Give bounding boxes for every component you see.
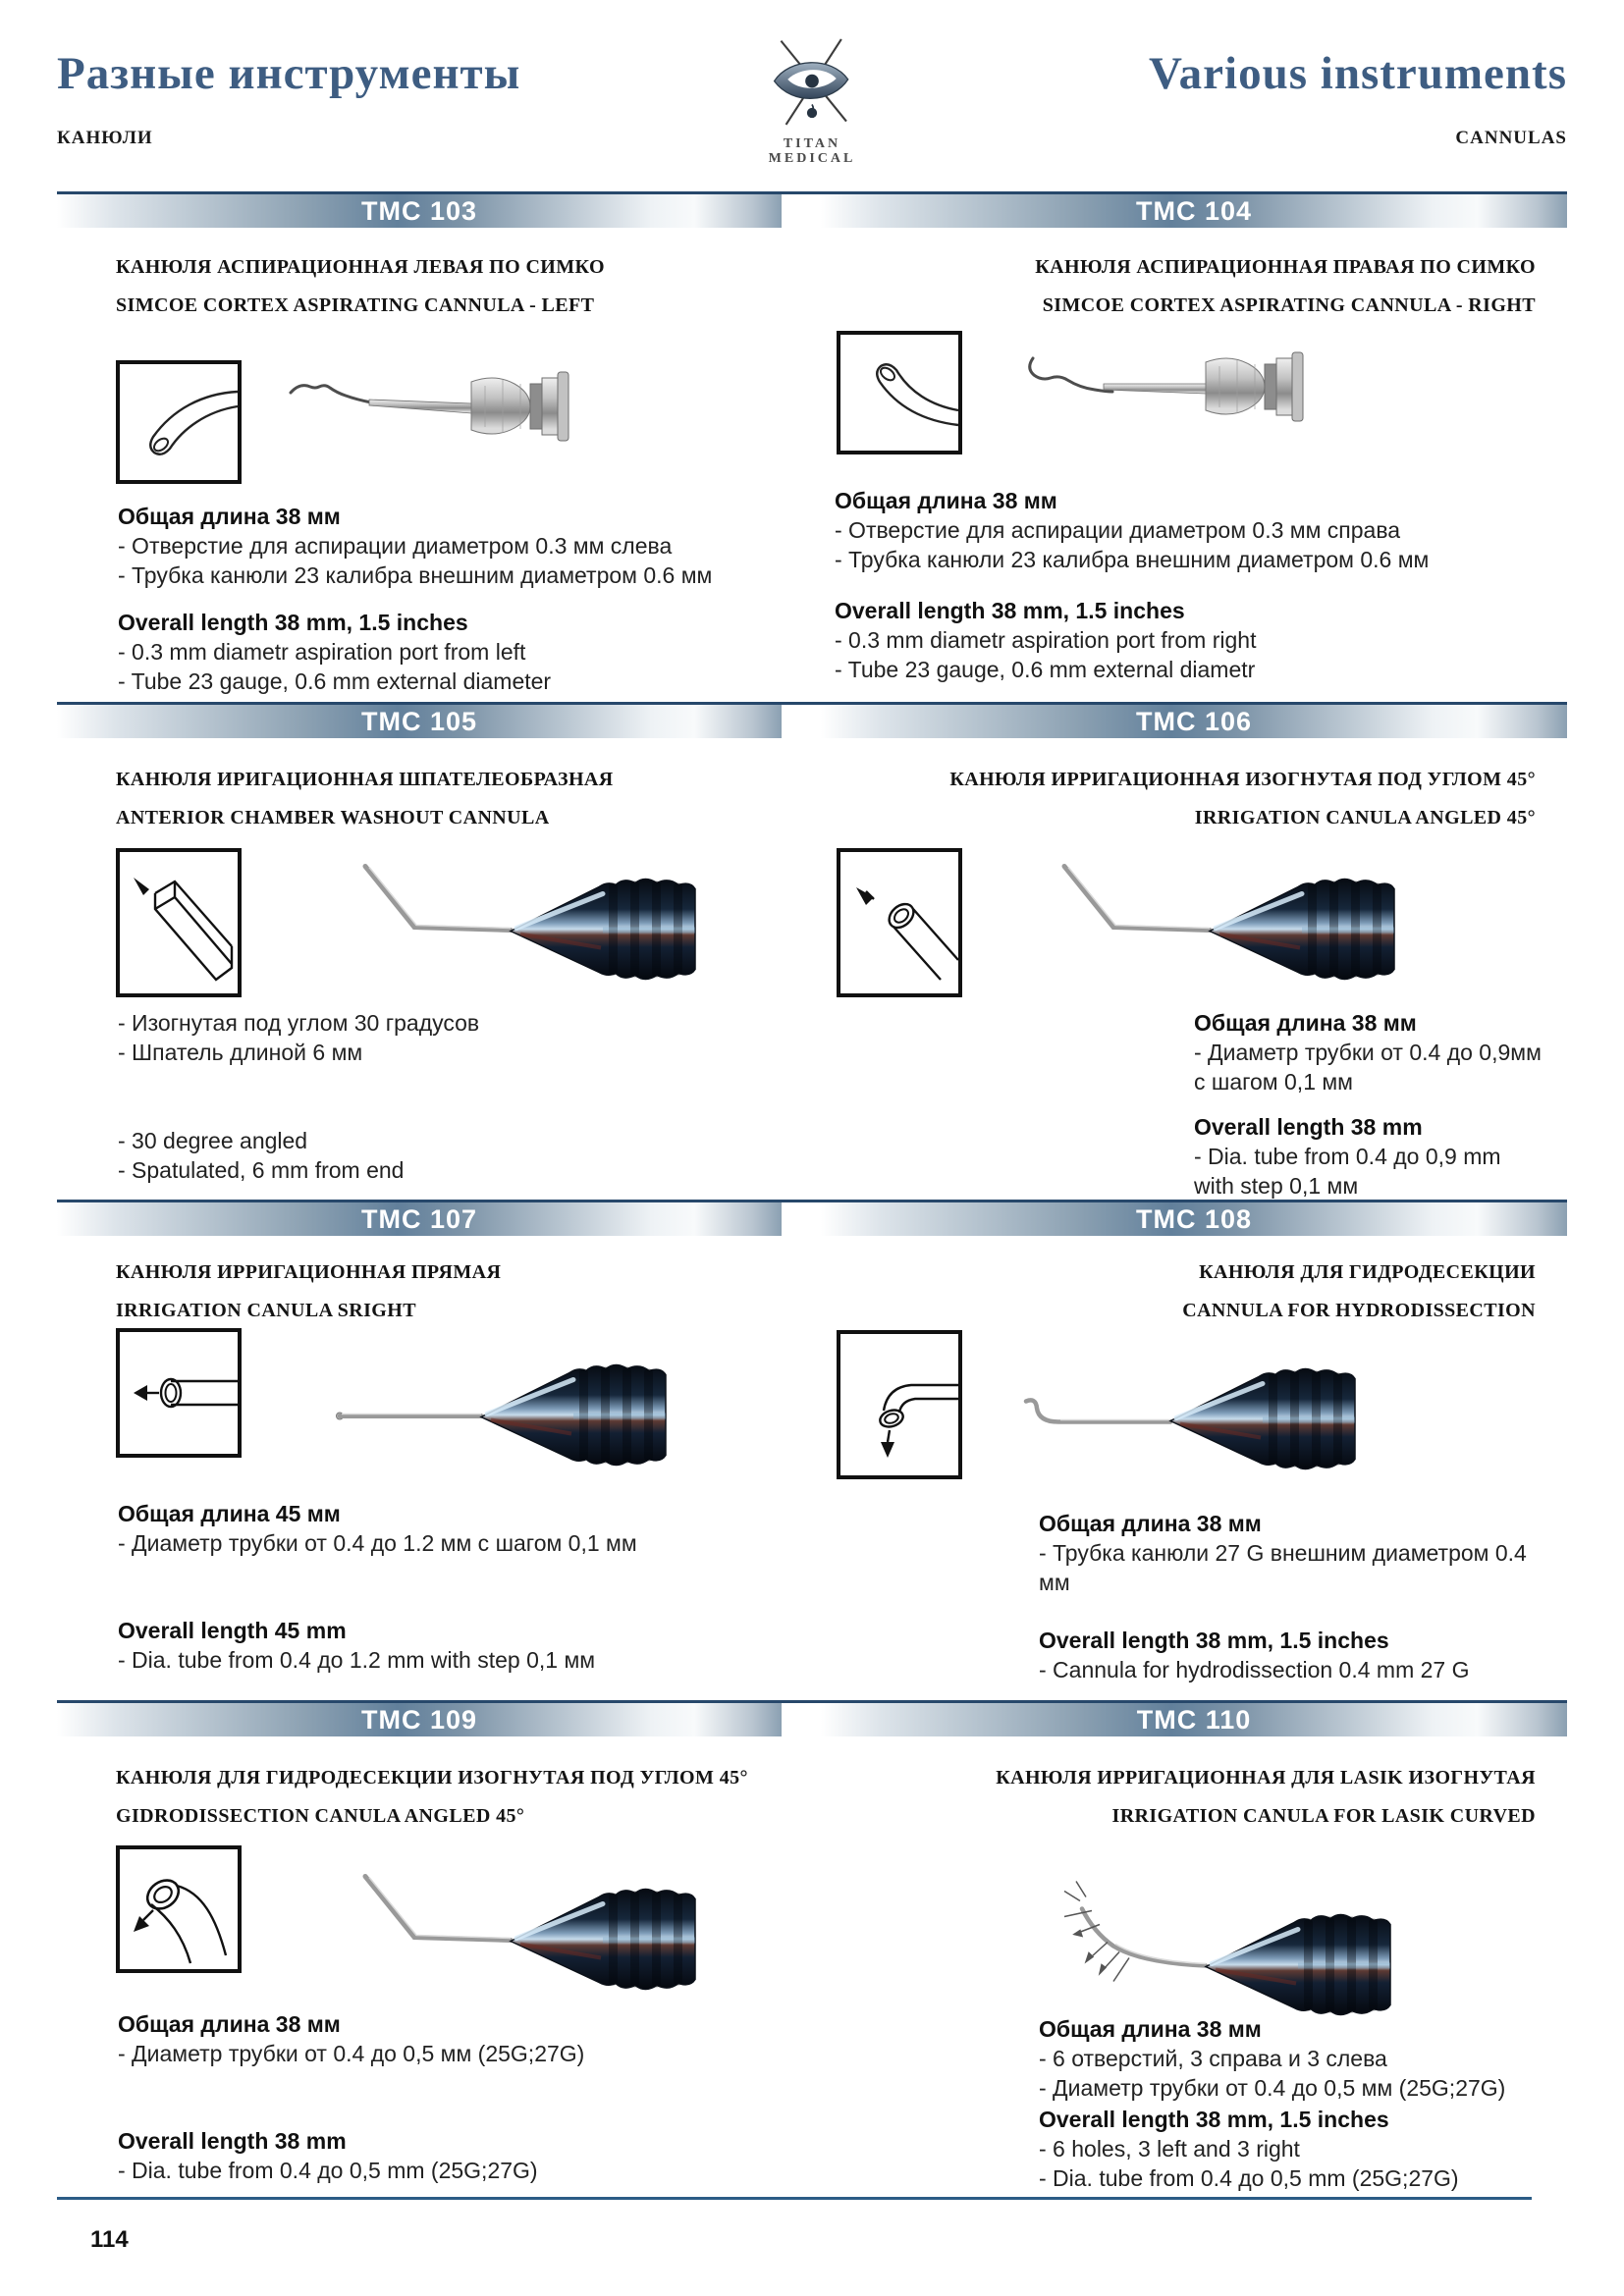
spec-heading-en: Overall length 38 mm	[118, 2128, 347, 2154]
product-code-bar	[57, 194, 782, 228]
product-code-bar	[57, 1202, 782, 1236]
instrument-photo-blue-angled-cannula	[1007, 829, 1400, 996]
spec-line-en: - Tube 23 gauge, 0.6 mm external diameter	[118, 668, 552, 694]
instrument-photo-blue-straight-cannula	[279, 1315, 672, 1482]
spec-line-en: - Dia. tube from 0.4 до 1.2 mm with step 0,1 мм	[118, 1647, 596, 1673]
product-section-tmc106	[821, 702, 1567, 1197]
product-section-tmc110	[821, 1700, 1567, 2194]
spec-heading-en: Overall length 38 mm, 1.5 inches	[835, 598, 1185, 623]
spec-heading-en: Overall length 38 mm, 1.5 inches	[118, 610, 468, 635]
product-section-tmc105	[57, 702, 782, 1197]
spec-heading-en: Overall length 38 mm, 1.5 inches	[1039, 2107, 1389, 2132]
product-title-ru: КАНЮЛЯ АСПИРАЦИОННАЯ ПРАВАЯ ПО СИМКО	[1035, 256, 1536, 278]
instrument-photo-blue-hook-cannula	[968, 1319, 1361, 1486]
spec-line-en: - Cannula for hydrodissection 0.4 mm 27 G	[1039, 1657, 1470, 1682]
product-code-bar	[821, 705, 1567, 738]
product-section-tmc108	[821, 1200, 1567, 1697]
product-section-tmc107	[57, 1200, 782, 1697]
product-title-ru: КАНЮЛЯ ДЛЯ ГИДРОДЕСЕКЦИИ	[1199, 1261, 1536, 1283]
spec-line-en: - Dia. tube from 0.4 до 0,5 mm (25G;27G)	[118, 2158, 538, 2183]
spec-heading-ru: Общая длина 38 мм	[118, 2011, 341, 2037]
product-code-bar	[57, 1703, 782, 1736]
spec-line-en: - Dia. tube from 0.4 до 0,9 mm	[1194, 1144, 1501, 1169]
product-title-en: IRRIGATION CANULA SRIGHT	[116, 1300, 416, 1321]
product-code: TMC 103	[360, 195, 478, 226]
straight-tube-opening-drawing-icon	[116, 1328, 242, 1463]
spec-line-en: - 6 holes, 3 left and 3 right	[1039, 2136, 1300, 2162]
spatula-tip-drawing-icon	[116, 848, 242, 1002]
product-code: TMC 110	[1136, 1704, 1252, 1735]
spec-line-en: with step 0,1 мм	[1194, 1173, 1359, 1199]
product-title-en: IRRIGATION CANULA FOR LASIK CURVED	[1111, 1805, 1536, 1827]
product-title-en: ANTERIOR CHAMBER WASHOUT CANNULA	[116, 807, 550, 828]
spec-line-ru: - Диаметр трубки от 0.4 до 0,9мм	[1194, 1040, 1542, 1065]
spec-heading-ru: Общая длина 38 мм	[1194, 1010, 1417, 1036]
instrument-photo-blue-angled-cannula	[308, 829, 701, 996]
product-code: TMC 109	[360, 1704, 478, 1735]
titan-medical-logo	[729, 37, 895, 166]
spec-line-en: - 0.3 mm diametr aspiration port from left	[118, 639, 526, 665]
product-title-en: SIMCOE CORTEX ASPIRATING CANNULA - RIGHT	[1042, 294, 1536, 316]
logo-text-line1: TITAN	[783, 136, 841, 151]
spec-line-ru: - Изогнутая под углом 30 градусов	[118, 1010, 480, 1036]
product-section-tmc103	[57, 191, 782, 699]
spec-line-ru: - Шпатель длиной 6 мм	[118, 1040, 363, 1065]
product-title-ru: КАНЮЛЯ ИРРИГАЦИОННАЯ ИЗОГНУТАЯ ПОД УГЛОМ 45°	[949, 769, 1536, 790]
spec-line-ru: - Трубка канюли 23 калибра внешним диаметром 0.6 мм	[118, 562, 713, 588]
spec-heading-en: Overall length 38 mm, 1.5 inches	[1039, 1628, 1389, 1653]
spec-line-ru: - Трубка канюли 23 калибра внешним диаметром 0.6 мм	[835, 547, 1430, 572]
page-title-ru: Разные инструменты	[57, 48, 521, 99]
product-code: TMC 108	[1135, 1203, 1253, 1234]
spec-heading-en: Overall length 38 mm	[1194, 1114, 1423, 1140]
spec-line-en: - 30 degree angled	[118, 1128, 308, 1153]
product-title-ru: КАНЮЛЯ ИРРИГАЦИОННАЯ ПРЯМАЯ	[116, 1261, 502, 1283]
page-subtitle-ru: КАНЮЛИ	[57, 128, 153, 148]
spec-line-en: - Tube 23 gauge, 0.6 mm external diametr	[835, 657, 1256, 682]
page-number: 114	[90, 2226, 129, 2253]
titan-medical-eye-logo-icon	[749, 37, 875, 132]
product-code-bar	[57, 705, 782, 738]
product-title-en: CANNULA FOR HYDRODISSECTION	[1182, 1300, 1536, 1321]
product-title-en: SIMCOE CORTEX ASPIRATING CANNULA - LEFT	[116, 294, 595, 316]
product-section-tmc109	[57, 1700, 782, 2194]
spec-line-ru: - Диаметр трубки от 0.4 до 0,5 мм (25G;27G)	[118, 2041, 585, 2066]
product-title-en: IRRIGATION CANULA ANGLED 45°	[1194, 807, 1536, 828]
product-code-bar	[821, 1703, 1567, 1736]
spec-line-ru: - Отверстие для аспирации диаметром 0.3 мм слева	[118, 533, 673, 559]
instrument-photo-blue-angled-cannula	[308, 1840, 701, 2006]
spec-line-ru: - Диаметр трубки от 0.4 до 1.2 мм с шагом 0,1 мм	[118, 1530, 637, 1556]
spec-heading-ru: Общая длина 38 мм	[1039, 2016, 1262, 2042]
spec-heading-ru: Общая длина 38 мм	[1039, 1511, 1262, 1536]
footer-rule	[57, 2197, 1532, 2200]
spec-line-en: - Dia. tube from 0.4 до 0,5 mm (25G;27G)	[1039, 2165, 1459, 2191]
product-title-en: GIDRODISSECTION CANULA ANGLED 45°	[116, 1805, 525, 1827]
product-code: TMC 104	[1135, 195, 1253, 226]
instrument-photo-simcoe-right	[1017, 327, 1351, 442]
product-section-tmc104	[821, 191, 1567, 699]
product-code: TMC 105	[360, 706, 478, 736]
spec-line-ru: - Трубка канюли 27 G внешним диаметром 0.4 мм	[1039, 1540, 1527, 1595]
product-code: TMC 106	[1135, 706, 1253, 736]
spec-line-en: - 0.3 mm diametr aspiration port from right	[835, 627, 1257, 653]
product-title-ru: КАНЮЛЯ АСПИРАЦИОННАЯ ЛЕВАЯ ПО СИМКО	[116, 256, 605, 278]
curved-tube-large-opening-drawing-icon	[116, 1845, 242, 1978]
spec-line-ru: - Отверстие для аспирации диаметром 0.3 мм справа	[835, 517, 1401, 543]
spec-heading-ru: Общая длина 38 мм	[835, 488, 1057, 513]
spec-line-ru: - Диаметр трубки от 0.4 до 0,5 мм (25G;27G)	[1039, 2075, 1506, 2101]
spec-line-en: - Spatulated, 6 mm from end	[118, 1157, 405, 1183]
curved-cannula-tip-right-drawing-icon	[837, 331, 962, 459]
spec-line-ru: - 6 отверстий, 3 справа и 3 слева	[1039, 2046, 1387, 2071]
instrument-photo-blue-lasik-curved-cannula	[1003, 1865, 1396, 2032]
instrument-photo-simcoe-left	[283, 347, 617, 461]
product-title-ru: КАНЮЛЯ ИРИГАЦИОННАЯ ШПАТЕЛЕОБРАЗНАЯ	[116, 769, 614, 790]
curved-cannula-tip-left-drawing-icon	[116, 360, 242, 489]
product-code: TMC 107	[360, 1203, 478, 1234]
page-subtitle-en: CANNULAS	[1455, 128, 1567, 148]
spec-heading-en: Overall length 45 mm	[118, 1618, 347, 1643]
logo-text-line2: MEDICAL	[768, 151, 856, 166]
spec-heading-ru: Общая длина 38 мм	[118, 504, 341, 529]
spec-heading-ru: Общая длина 45 мм	[118, 1501, 341, 1526]
product-code-bar	[821, 1202, 1567, 1236]
bent-down-tube-drawing-icon	[837, 1330, 962, 1484]
angled-tube-opening-drawing-icon	[837, 848, 962, 1002]
product-code-bar	[821, 194, 1567, 228]
product-title-ru: КАНЮЛЯ ДЛЯ ГИДРОДЕСЕКЦИИ ИЗОГНУТАЯ ПОД УГЛОМ 45°	[116, 1767, 748, 1789]
page-title-en: Various instruments	[1149, 48, 1567, 99]
spec-line-ru: с шагом 0,1 мм	[1194, 1069, 1353, 1095]
product-title-ru: КАНЮЛЯ ИРРИГАЦИОННАЯ ДЛЯ LASIK ИЗОГНУТАЯ	[996, 1767, 1536, 1789]
